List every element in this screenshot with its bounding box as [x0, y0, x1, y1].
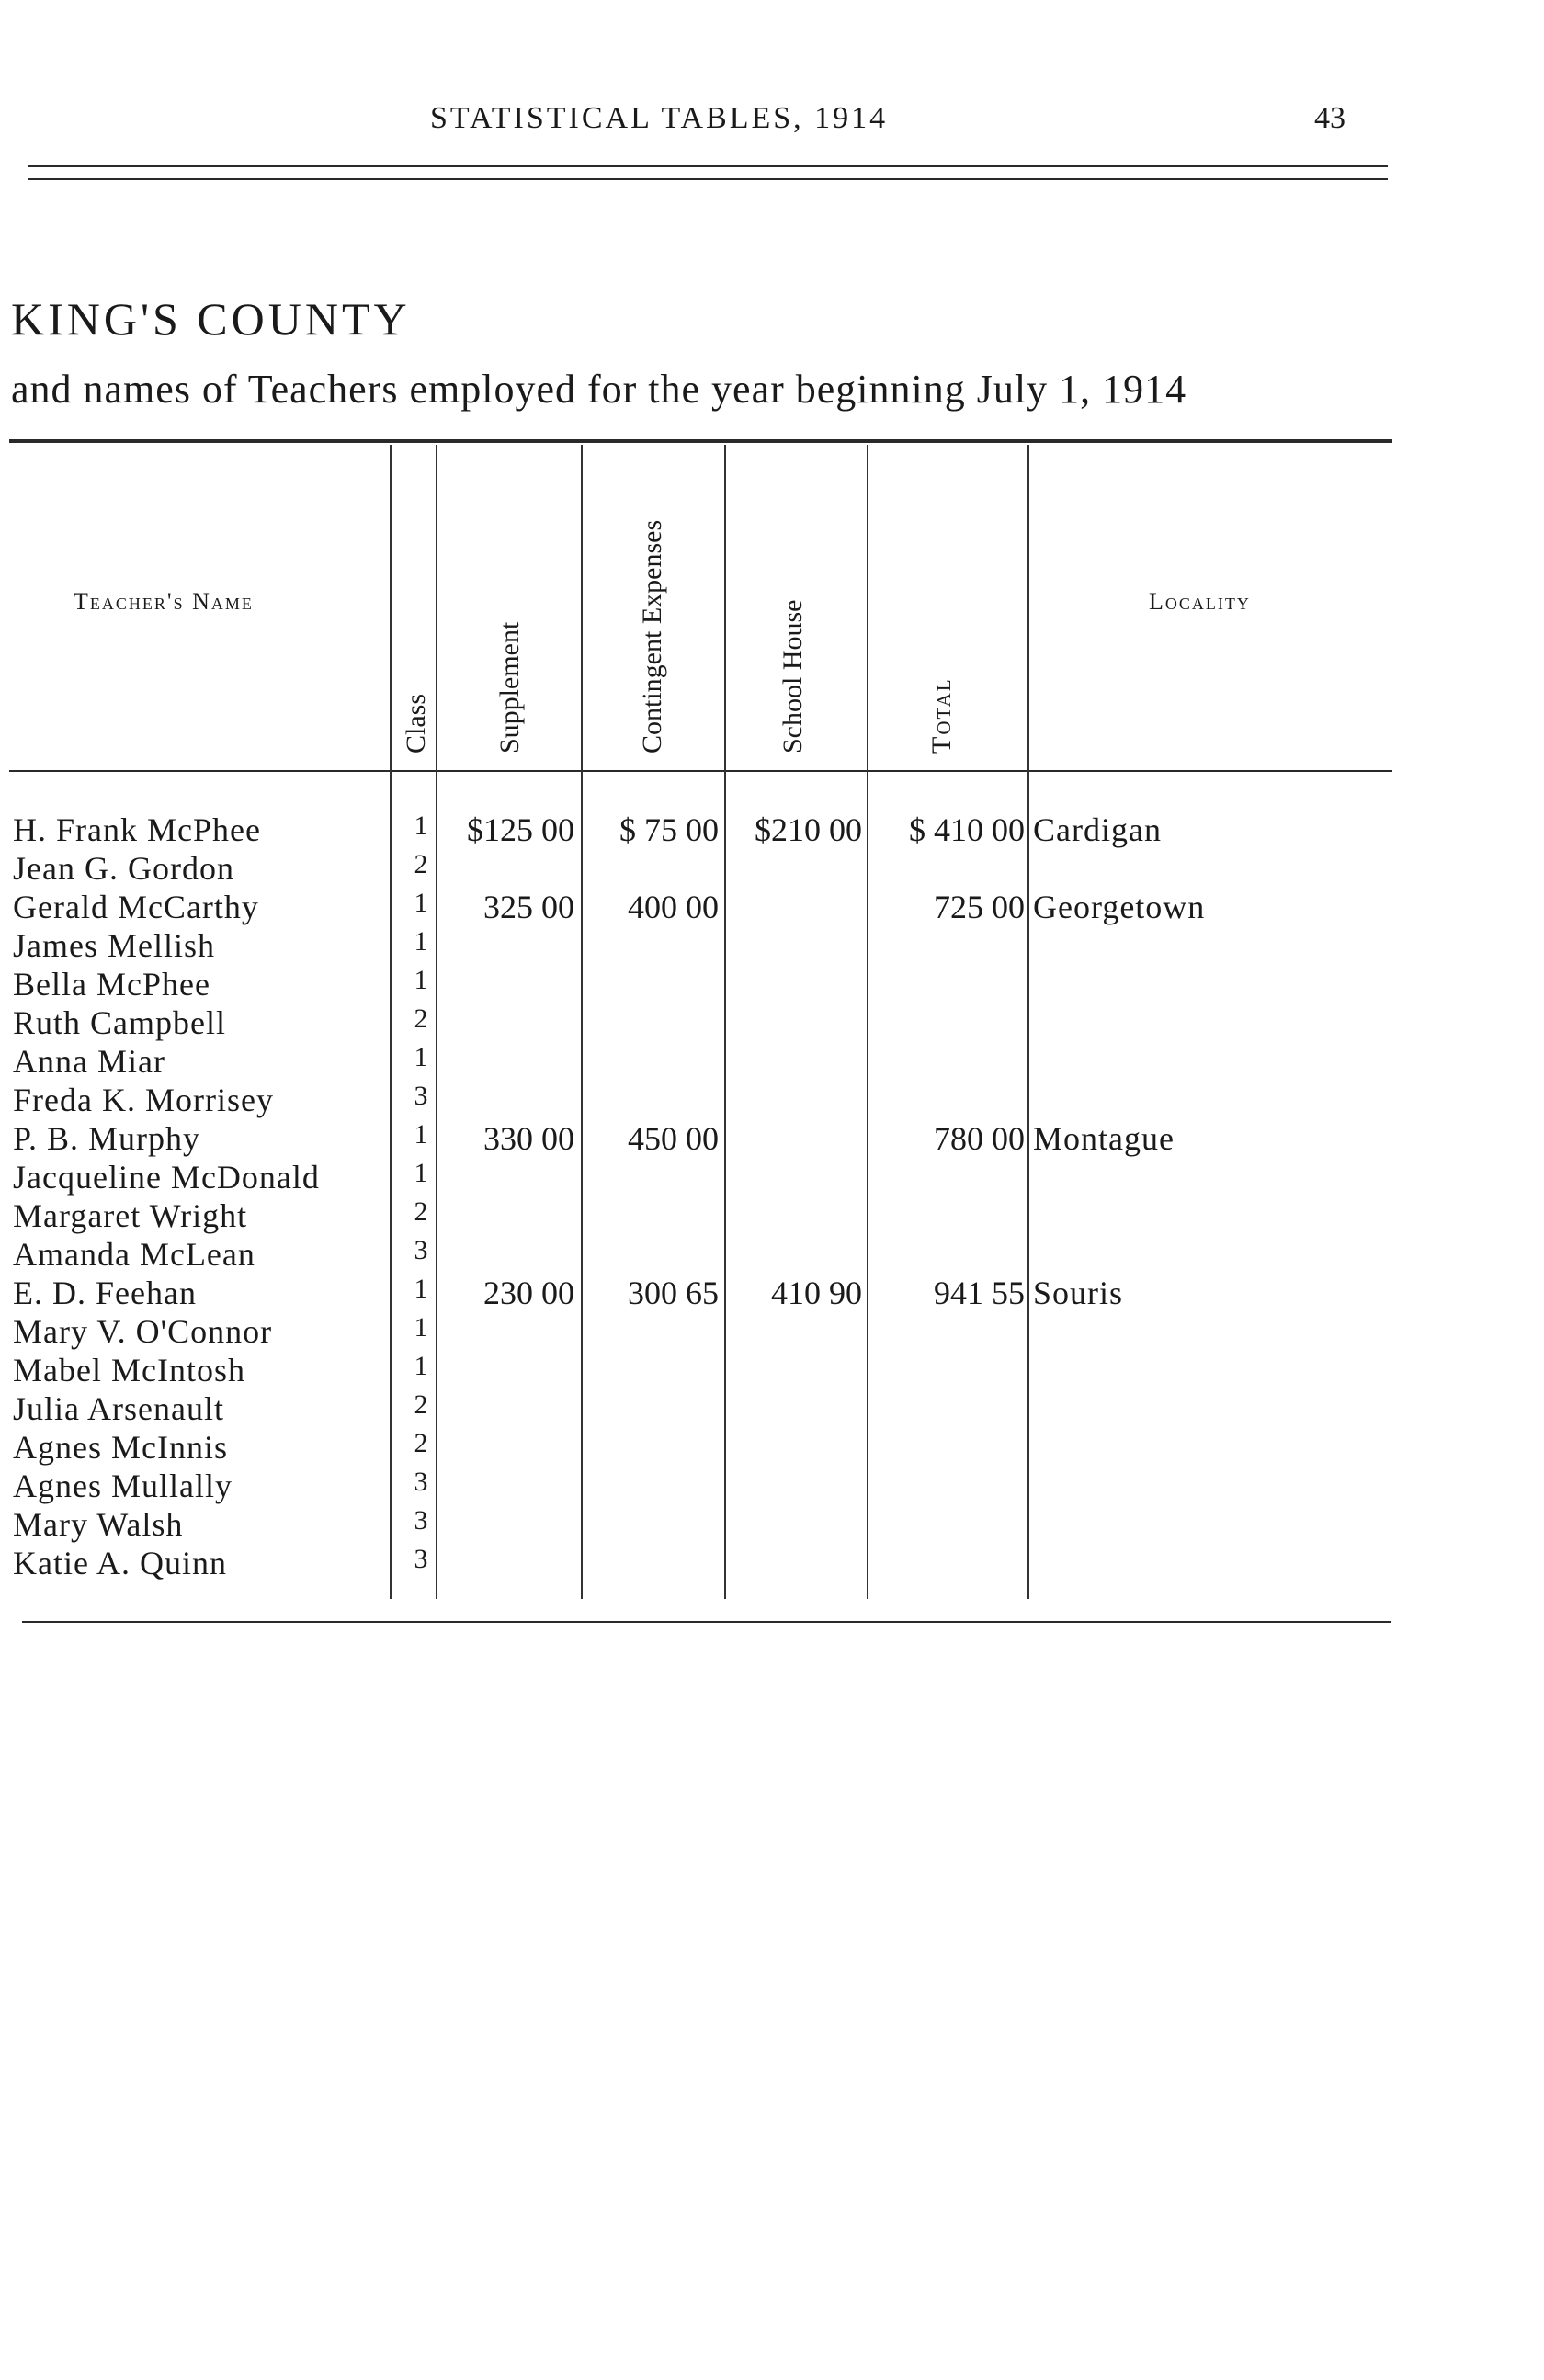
table-row — [0, 1351, 1544, 1389]
header-rule-bottom — [28, 178, 1388, 180]
header-rule-top — [28, 165, 1388, 167]
table-row — [0, 1274, 1544, 1312]
teacher-class: 1 — [414, 926, 428, 957]
header-separator-rule — [9, 770, 1392, 772]
locality-value: Georgetown — [1033, 889, 1206, 925]
table-bottom-rule — [22, 1621, 1391, 1623]
table-row — [0, 1467, 1544, 1505]
header-school-house: School House — [778, 599, 808, 754]
total-value: 941 55 — [934, 1275, 1025, 1311]
table-row — [0, 1003, 1544, 1042]
teacher-name: Katie A. Quinn — [13, 1545, 227, 1581]
header-locality: Locality — [1149, 588, 1251, 615]
contingent-value: 300 65 — [628, 1275, 719, 1311]
teacher-class: 1 — [414, 1042, 428, 1072]
teacher-name: Jean G. Gordon — [13, 850, 234, 887]
header-teacher-name: Teacher's Name — [74, 588, 254, 615]
table-row — [0, 888, 1544, 926]
teacher-class: 1 — [414, 810, 428, 841]
table-row — [0, 1312, 1544, 1351]
table-row — [0, 849, 1544, 888]
teacher-class: 2 — [414, 1003, 428, 1034]
teacher-name: Mary Walsh — [13, 1506, 184, 1543]
teacher-name: Margaret Wright — [13, 1197, 248, 1234]
teacher-class: 2 — [414, 849, 428, 879]
total-value: 725 00 — [934, 889, 1025, 925]
teacher-class: 3 — [414, 1467, 428, 1497]
running-head — [0, 101, 1544, 138]
table-row — [0, 965, 1544, 1003]
teacher-name: Jacqueline McDonald — [13, 1159, 320, 1196]
teacher-name: James Mellish — [13, 927, 215, 964]
teacher-class: 3 — [414, 1544, 428, 1574]
table-row — [0, 1158, 1544, 1196]
header-supplement: Supplement — [494, 621, 525, 754]
teacher-name: E. D. Feehan — [13, 1275, 197, 1311]
table-top-rule — [9, 439, 1392, 443]
teacher-class: 1 — [414, 965, 428, 995]
teacher-class: 2 — [414, 1428, 428, 1458]
total-value: 780 00 — [934, 1120, 1025, 1157]
table-row — [0, 1119, 1544, 1158]
supplement-value: 325 00 — [483, 889, 574, 925]
locality-value: Cardigan — [1033, 811, 1162, 848]
teacher-name: Anna Miar — [13, 1043, 165, 1080]
teacher-name: Gerald McCarthy — [13, 889, 259, 925]
locality-value: Souris — [1033, 1275, 1124, 1311]
supplement-value: $125 00 — [467, 811, 574, 848]
supplement-value: 330 00 — [483, 1120, 574, 1157]
supplement-value: 230 00 — [483, 1275, 574, 1311]
table-row — [0, 1235, 1544, 1274]
teacher-class: 1 — [414, 1351, 428, 1381]
teacher-class: 1 — [414, 1119, 428, 1150]
header-class: Class — [401, 693, 431, 754]
school-house-value: $210 00 — [755, 811, 862, 848]
teacher-class: 1 — [414, 1158, 428, 1188]
teacher-class: 1 — [414, 1274, 428, 1304]
teacher-name: Agnes McInnis — [13, 1429, 228, 1466]
table-row — [0, 1428, 1544, 1467]
teacher-name: Ruth Campbell — [13, 1004, 226, 1041]
teacher-class: 3 — [414, 1081, 428, 1111]
page-number: 43 — [1314, 101, 1345, 135]
teacher-name: Mary V. O'Connor — [13, 1313, 273, 1350]
table-row — [0, 1196, 1544, 1235]
teacher-class: 2 — [414, 1196, 428, 1227]
school-house-value: 410 90 — [771, 1275, 862, 1311]
table-row — [0, 1081, 1544, 1119]
teacher-name: Agnes Mullally — [13, 1468, 233, 1504]
contingent-value: 400 00 — [628, 889, 719, 925]
teacher-class: 1 — [414, 888, 428, 918]
total-value: $ 410 00 — [909, 811, 1025, 848]
teacher-class: 3 — [414, 1235, 428, 1265]
table-row — [0, 926, 1544, 965]
contingent-value: 450 00 — [628, 1120, 719, 1157]
county-title: KING'S COUNTY — [11, 293, 411, 345]
teacher-name: Bella McPhee — [13, 966, 210, 1003]
running-title: STATISTICAL TABLES, 1914 — [430, 101, 889, 135]
teacher-class: 2 — [414, 1389, 428, 1420]
teacher-name: Freda K. Morrisey — [13, 1082, 274, 1118]
teacher-name: H. Frank McPhee — [13, 811, 261, 848]
table-row — [0, 1505, 1544, 1544]
header-total: Total — [926, 677, 957, 754]
teacher-name: P. B. Murphy — [13, 1120, 201, 1157]
table-row — [0, 1544, 1544, 1582]
teacher-name: Julia Arsenault — [13, 1390, 224, 1427]
teacher-class: 1 — [414, 1312, 428, 1343]
teacher-class: 3 — [414, 1505, 428, 1536]
header-contingent: Contingent Expenses — [637, 519, 667, 754]
contingent-value: $ 75 00 — [619, 811, 719, 848]
teacher-name: Mabel McIntosh — [13, 1352, 245, 1388]
table-row — [0, 1042, 1544, 1081]
table-row — [0, 810, 1544, 849]
subtitle: and names of Teachers employed for the year beginning July 1, 1914 — [11, 367, 1187, 412]
teacher-name: Amanda McLean — [13, 1236, 255, 1273]
table-row — [0, 1389, 1544, 1428]
locality-value: Montague — [1033, 1120, 1175, 1157]
